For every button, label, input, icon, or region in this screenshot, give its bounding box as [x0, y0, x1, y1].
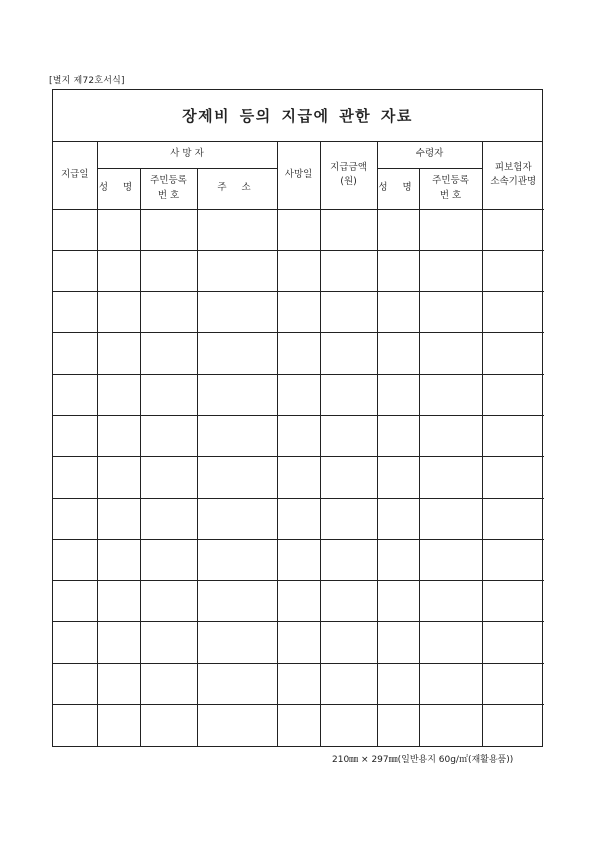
- cell-deceased-id[interactable]: [140, 374, 197, 415]
- cell-recipient-id[interactable]: [419, 333, 482, 374]
- cell-agency[interactable]: [482, 457, 544, 498]
- cell-death-date[interactable]: [277, 250, 320, 291]
- cell-amount[interactable]: [320, 622, 377, 663]
- cell-amount[interactable]: [320, 581, 377, 622]
- cell-recipient-id[interactable]: [419, 498, 482, 539]
- cell-deceased-address[interactable]: [197, 498, 277, 539]
- cell-deceased-name[interactable]: [97, 374, 140, 415]
- cell-deceased-name[interactable]: [97, 622, 140, 663]
- cell-amount[interactable]: [320, 663, 377, 704]
- table-row: [53, 415, 544, 456]
- cell-payment-date[interactable]: [53, 539, 97, 580]
- cell-agency[interactable]: [482, 622, 544, 663]
- table-row: [53, 622, 544, 663]
- cell-recipient-name[interactable]: [377, 292, 419, 333]
- cell-payment-date[interactable]: [53, 457, 97, 498]
- cell-agency[interactable]: [482, 705, 544, 746]
- cell-agency[interactable]: [482, 498, 544, 539]
- cell-deceased-id[interactable]: [140, 663, 197, 704]
- cell-agency[interactable]: [482, 333, 544, 374]
- cell-recipient-name[interactable]: [377, 457, 419, 498]
- cell-death-date[interactable]: [277, 374, 320, 415]
- cell-agency[interactable]: [482, 415, 544, 456]
- cell-deceased-name[interactable]: [97, 250, 140, 291]
- cell-deceased-name[interactable]: [97, 581, 140, 622]
- form-title: 장제비 등의 지급에 관한 자료: [182, 107, 413, 125]
- cell-recipient-name[interactable]: [377, 498, 419, 539]
- table-row: [53, 498, 544, 539]
- cell-agency[interactable]: [482, 663, 544, 704]
- cell-deceased-name[interactable]: [97, 705, 140, 746]
- header-agency-line1: 피보험자: [494, 161, 532, 173]
- cell-deceased-name[interactable]: [97, 663, 140, 704]
- cell-deceased-name[interactable]: [97, 292, 140, 333]
- cell-deceased-id[interactable]: [140, 333, 197, 374]
- cell-recipient-name[interactable]: [377, 415, 419, 456]
- cell-deceased-id[interactable]: [140, 539, 197, 580]
- header-agency: [482, 142, 544, 209]
- cell-payment-date[interactable]: [53, 292, 97, 333]
- table-row: [53, 539, 544, 580]
- header-amount: [320, 142, 377, 209]
- cell-deceased-name[interactable]: [97, 209, 140, 250]
- cell-amount[interactable]: [320, 415, 377, 456]
- cell-recipient-name[interactable]: [377, 663, 419, 704]
- cell-deceased-address[interactable]: [197, 209, 277, 250]
- cell-agency[interactable]: [482, 374, 544, 415]
- header-payment-date: 지급일: [53, 142, 97, 209]
- table-row: [53, 292, 544, 333]
- cell-amount[interactable]: [320, 498, 377, 539]
- cell-deceased-address[interactable]: [197, 250, 277, 291]
- header-recipient: 수령자: [377, 142, 482, 168]
- cell-death-date[interactable]: [277, 457, 320, 498]
- header-recipient-name: 성 명: [377, 168, 419, 209]
- cell-payment-date[interactable]: [53, 250, 97, 291]
- cell-deceased-name[interactable]: [97, 457, 140, 498]
- cell-death-date[interactable]: [277, 663, 320, 704]
- cell-deceased-id[interactable]: [140, 415, 197, 456]
- cell-deceased-address[interactable]: [197, 539, 277, 580]
- table-row: [53, 457, 544, 498]
- header-deceased: 사 망 자: [97, 142, 277, 168]
- table-row: [53, 663, 544, 704]
- cell-deceased-id[interactable]: [140, 498, 197, 539]
- cell-amount[interactable]: [320, 539, 377, 580]
- table-row: [53, 374, 544, 415]
- cell-deceased-address[interactable]: [197, 292, 277, 333]
- header-amount-line1: 지급금액: [330, 161, 367, 173]
- cell-recipient-name[interactable]: [377, 250, 419, 291]
- form-container: [52, 89, 543, 747]
- records-table: [53, 142, 544, 746]
- cell-death-date[interactable]: [277, 622, 320, 663]
- cell-recipient-id[interactable]: [419, 457, 482, 498]
- cell-death-date[interactable]: [277, 539, 320, 580]
- table-row: [53, 250, 544, 291]
- cell-deceased-address[interactable]: [197, 622, 277, 663]
- cell-death-date[interactable]: [277, 581, 320, 622]
- cell-death-date[interactable]: [277, 415, 320, 456]
- cell-deceased-id[interactable]: [140, 457, 197, 498]
- cell-amount[interactable]: [320, 292, 377, 333]
- cell-recipient-name[interactable]: [377, 622, 419, 663]
- table-body: [53, 209, 544, 746]
- cell-amount[interactable]: [320, 705, 377, 746]
- cell-recipient-name[interactable]: [377, 333, 419, 374]
- header-deceased-id-line1: 주민등록: [150, 174, 187, 186]
- cell-recipient-name[interactable]: [377, 209, 419, 250]
- header-amount-line2: (원): [340, 176, 357, 188]
- cell-payment-date[interactable]: [53, 333, 97, 374]
- header-deceased-id: [140, 168, 197, 209]
- form-number-label: [별지 제72호서식]: [49, 76, 125, 86]
- cell-death-date[interactable]: [277, 209, 320, 250]
- cell-recipient-id[interactable]: [419, 581, 482, 622]
- cell-deceased-id[interactable]: [140, 292, 197, 333]
- header-deceased-id-line2: 번 호: [157, 189, 180, 201]
- cell-payment-date[interactable]: [53, 622, 97, 663]
- cell-agency[interactable]: [482, 209, 544, 250]
- cell-deceased-address[interactable]: [197, 374, 277, 415]
- cell-agency[interactable]: [482, 292, 544, 333]
- table-row: [53, 333, 544, 374]
- cell-agency[interactable]: [482, 539, 544, 580]
- cell-deceased-address[interactable]: [197, 581, 277, 622]
- cell-recipient-name[interactable]: [377, 581, 419, 622]
- cell-recipient-id[interactable]: [419, 292, 482, 333]
- cell-agency[interactable]: [482, 581, 544, 622]
- cell-deceased-address[interactable]: [197, 457, 277, 498]
- header-recipient-id: [419, 168, 482, 209]
- cell-recipient-name[interactable]: [377, 374, 419, 415]
- cell-amount[interactable]: [320, 374, 377, 415]
- cell-deceased-id[interactable]: [140, 705, 197, 746]
- cell-payment-date[interactable]: [53, 581, 97, 622]
- cell-deceased-address[interactable]: [197, 415, 277, 456]
- cell-deceased-id[interactable]: [140, 250, 197, 291]
- cell-amount[interactable]: [320, 209, 377, 250]
- table-row: [53, 705, 544, 746]
- cell-recipient-id[interactable]: [419, 209, 482, 250]
- table-row: [53, 581, 544, 622]
- table-row: [53, 209, 544, 250]
- cell-recipient-id[interactable]: [419, 374, 482, 415]
- cell-death-date[interactable]: [277, 333, 320, 374]
- cell-recipient-id[interactable]: [419, 663, 482, 704]
- cell-death-date[interactable]: [277, 498, 320, 539]
- cell-recipient-name[interactable]: [377, 705, 419, 746]
- cell-deceased-name[interactable]: [97, 333, 140, 374]
- cell-amount[interactable]: [320, 333, 377, 374]
- cell-recipient-id[interactable]: [419, 622, 482, 663]
- cell-death-date[interactable]: [277, 705, 320, 746]
- cell-recipient-id[interactable]: [419, 415, 482, 456]
- header-recipient-id-line2: 번 호: [439, 189, 462, 201]
- cell-agency[interactable]: [482, 250, 544, 291]
- cell-recipient-id[interactable]: [419, 705, 482, 746]
- cell-death-date[interactable]: [277, 292, 320, 333]
- header-agency-line2: 소속기관명: [490, 176, 537, 188]
- cell-deceased-name[interactable]: [97, 539, 140, 580]
- cell-deceased-address[interactable]: [197, 333, 277, 374]
- cell-amount[interactable]: [320, 250, 377, 291]
- cell-recipient-id[interactable]: [419, 250, 482, 291]
- cell-deceased-address[interactable]: [197, 705, 277, 746]
- cell-recipient-name[interactable]: [377, 539, 419, 580]
- title-row: [53, 90, 542, 142]
- cell-payment-date[interactable]: [53, 705, 97, 746]
- cell-payment-date[interactable]: [53, 209, 97, 250]
- cell-payment-date[interactable]: [53, 498, 97, 539]
- paper-spec-footer: 210㎜ × 297㎜(일반용지 60g/㎡(재활용품)): [332, 755, 514, 765]
- cell-amount[interactable]: [320, 457, 377, 498]
- header-death-date: 사망일: [277, 142, 320, 209]
- cell-deceased-id[interactable]: [140, 209, 197, 250]
- cell-deceased-address[interactable]: [197, 663, 277, 704]
- cell-recipient-id[interactable]: [419, 539, 482, 580]
- cell-payment-date[interactable]: [53, 663, 97, 704]
- header-deceased-name: 성 명: [97, 168, 140, 209]
- cell-deceased-name[interactable]: [97, 498, 140, 539]
- cell-deceased-id[interactable]: [140, 622, 197, 663]
- cell-payment-date[interactable]: [53, 415, 97, 456]
- cell-deceased-id[interactable]: [140, 581, 197, 622]
- header-deceased-address: 주 소: [197, 168, 277, 209]
- header-recipient-id-line1: 주민등록: [432, 174, 469, 186]
- cell-deceased-name[interactable]: [97, 415, 140, 456]
- cell-payment-date[interactable]: [53, 374, 97, 415]
